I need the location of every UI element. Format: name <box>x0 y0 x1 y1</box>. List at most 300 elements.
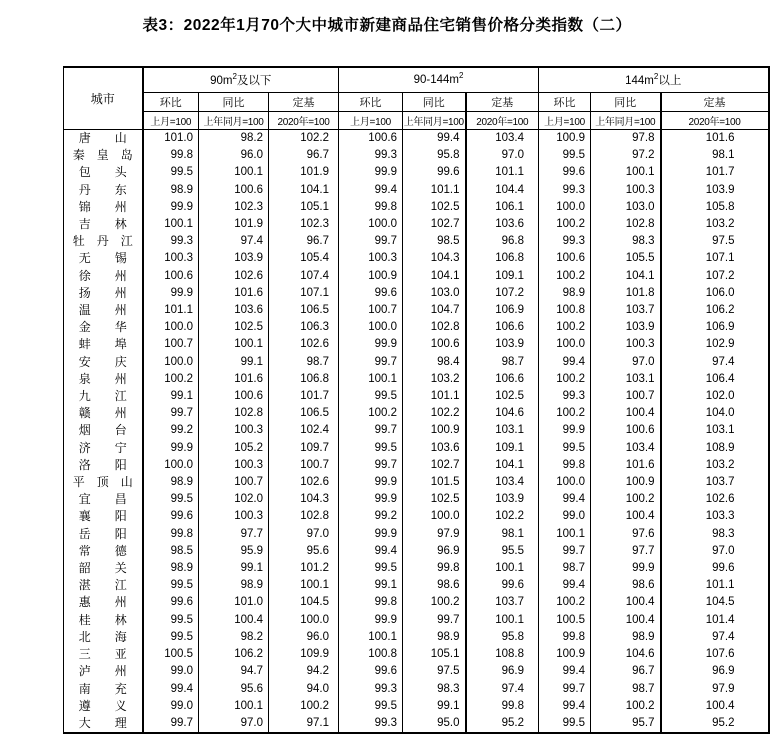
city-cell: 南 充 <box>78 681 127 696</box>
value-cell: 97.0 <box>661 543 769 560</box>
value-cell: 102.8 <box>403 319 466 336</box>
value-cell: 99.7 <box>539 681 591 698</box>
value-cell: 109.7 <box>269 440 339 457</box>
value-cell: 99.5 <box>143 629 199 646</box>
value-cell: 98.5 <box>403 233 466 250</box>
value-cell: 100.7 <box>591 388 661 405</box>
value-cell: 99.3 <box>339 147 403 164</box>
value-cell: 96.0 <box>269 629 339 646</box>
value-cell: 109.1 <box>466 268 539 285</box>
city-cell: 泸 州 <box>78 664 127 679</box>
city-cell: 遵 义 <box>78 698 127 713</box>
value-cell: 101.0 <box>143 130 199 148</box>
value-cell: 96.0 <box>199 147 269 164</box>
value-cell: 106.9 <box>661 319 769 336</box>
value-cell: 100.9 <box>539 130 591 148</box>
table-row <box>64 508 769 525</box>
value-cell: 106.6 <box>466 319 539 336</box>
value-cell: 100.9 <box>403 422 466 439</box>
table-row <box>64 577 769 594</box>
value-cell: 100.9 <box>339 268 403 285</box>
value-cell: 95.5 <box>466 543 539 560</box>
value-cell: 99.9 <box>339 526 403 543</box>
city-cell: 丹 东 <box>78 182 127 197</box>
value-cell: 100.0 <box>539 336 591 353</box>
value-cell: 100.7 <box>339 302 403 319</box>
value-cell: 108.8 <box>466 646 539 663</box>
value-cell: 97.2 <box>591 147 661 164</box>
city-cell: 襄 阳 <box>78 509 127 524</box>
value-cell: 100.0 <box>143 319 199 336</box>
base-period-label: 2020年=100 <box>661 112 769 130</box>
value-cell: 99.1 <box>199 354 269 371</box>
value-cell: 102.8 <box>199 405 269 422</box>
value-cell: 104.1 <box>466 457 539 474</box>
city-cell: 温 州 <box>78 303 127 318</box>
value-cell: 102.8 <box>269 508 339 525</box>
value-cell: 103.2 <box>661 216 769 233</box>
value-cell: 99.6 <box>339 663 403 680</box>
value-cell: 105.8 <box>661 199 769 216</box>
value-cell: 97.4 <box>199 233 269 250</box>
value-cell: 106.4 <box>661 371 769 388</box>
value-cell: 98.3 <box>403 681 466 698</box>
value-cell: 98.7 <box>591 681 661 698</box>
value-cell: 98.5 <box>143 543 199 560</box>
value-cell: 101.1 <box>661 577 769 594</box>
table-row <box>64 319 769 336</box>
value-cell: 100.2 <box>591 698 661 715</box>
value-cell: 101.9 <box>199 216 269 233</box>
value-cell: 95.6 <box>199 681 269 698</box>
table-row <box>64 543 769 560</box>
table-row <box>64 336 769 353</box>
value-cell: 99.3 <box>539 388 591 405</box>
city-cell: 常 德 <box>78 543 127 558</box>
value-cell: 98.7 <box>539 560 591 577</box>
city-cell: 烟 台 <box>78 423 127 438</box>
value-cell: 99.9 <box>339 336 403 353</box>
value-cell: 99.7 <box>143 715 199 733</box>
value-cell: 99.7 <box>339 354 403 371</box>
value-cell: 97.7 <box>199 526 269 543</box>
value-cell: 103.4 <box>466 474 539 491</box>
value-cell: 99.0 <box>539 508 591 525</box>
value-cell: 98.9 <box>199 577 269 594</box>
value-cell: 100.1 <box>539 526 591 543</box>
value-cell: 94.7 <box>199 663 269 680</box>
value-cell: 100.2 <box>539 371 591 388</box>
value-cell: 99.1 <box>403 698 466 715</box>
value-cell: 104.7 <box>403 302 466 319</box>
city-cell: 无 锡 <box>78 251 127 266</box>
value-cell: 108.9 <box>661 440 769 457</box>
table-row <box>64 371 769 388</box>
value-cell: 99.7 <box>539 543 591 560</box>
value-cell: 103.6 <box>403 440 466 457</box>
superscript-2: 2 <box>653 72 659 82</box>
value-cell: 100.2 <box>539 216 591 233</box>
city-cell: 洛 阳 <box>78 457 127 472</box>
value-cell: 99.8 <box>539 629 591 646</box>
value-cell: 104.1 <box>591 268 661 285</box>
value-cell: 98.1 <box>661 147 769 164</box>
value-cell: 99.0 <box>143 698 199 715</box>
value-cell: 101.1 <box>403 182 466 199</box>
value-cell: 101.1 <box>403 388 466 405</box>
value-cell: 95.7 <box>591 715 661 733</box>
value-cell: 99.6 <box>466 577 539 594</box>
value-cell: 99.6 <box>539 164 591 181</box>
value-cell: 99.5 <box>143 491 199 508</box>
value-cell: 100.3 <box>199 508 269 525</box>
value-cell: 98.9 <box>403 629 466 646</box>
value-cell: 102.5 <box>466 388 539 405</box>
value-cell: 102.5 <box>403 491 466 508</box>
value-cell: 99.8 <box>339 199 403 216</box>
value-cell: 100.3 <box>199 457 269 474</box>
page-title: 表3：2022年1月70个大中城市新建商品住宅销售价格分类指数（二） <box>142 17 632 34</box>
city-cell: 赣 州 <box>78 406 127 421</box>
superscript-2: 2 <box>232 72 237 82</box>
base-period-label: 上月=100 <box>143 112 199 130</box>
city-cell: 韶 关 <box>78 561 127 576</box>
value-cell: 99.5 <box>143 577 199 594</box>
base-period-label: 上年同月=100 <box>403 112 466 130</box>
table-row <box>64 440 769 457</box>
value-cell: 101.6 <box>591 457 661 474</box>
value-cell: 103.6 <box>466 216 539 233</box>
value-cell: 98.9 <box>143 182 199 199</box>
value-cell: 104.5 <box>269 594 339 611</box>
value-cell: 104.6 <box>591 646 661 663</box>
value-cell: 106.3 <box>269 319 339 336</box>
value-cell: 100.0 <box>143 354 199 371</box>
table-row <box>64 285 769 302</box>
base-period-label: 上月=100 <box>539 112 591 130</box>
table-header <box>64 67 769 130</box>
header-row-subtypes <box>64 93 769 112</box>
value-cell: 107.2 <box>661 268 769 285</box>
value-cell: 97.9 <box>661 681 769 698</box>
value-cell: 97.5 <box>403 663 466 680</box>
value-cell: 96.8 <box>466 233 539 250</box>
value-cell: 100.6 <box>591 422 661 439</box>
value-cell: 102.2 <box>403 405 466 422</box>
table-row <box>64 474 769 491</box>
value-cell: 101.2 <box>269 560 339 577</box>
value-cell: 103.9 <box>466 336 539 353</box>
value-cell: 100.0 <box>539 474 591 491</box>
value-cell: 102.5 <box>199 319 269 336</box>
value-cell: 94.2 <box>269 663 339 680</box>
col-header-fixed-base: 定基 <box>269 93 339 112</box>
value-cell: 102.3 <box>269 216 339 233</box>
table-row <box>64 457 769 474</box>
group-label: 90-144m <box>413 74 459 86</box>
value-cell: 97.0 <box>269 526 339 543</box>
value-cell: 98.2 <box>199 629 269 646</box>
table-row <box>64 302 769 319</box>
city-cell: 蚌 埠 <box>78 337 127 352</box>
table-row <box>64 681 769 698</box>
city-cell: 大 理 <box>78 715 127 730</box>
value-cell: 103.9 <box>591 319 661 336</box>
value-cell: 100.4 <box>591 405 661 422</box>
value-cell: 101.4 <box>661 612 769 629</box>
value-cell: 106.2 <box>661 302 769 319</box>
value-cell: 100.3 <box>591 182 661 199</box>
value-cell: 104.3 <box>269 491 339 508</box>
value-cell: 100.2 <box>591 491 661 508</box>
group-header-90-below <box>143 67 339 93</box>
value-cell: 106.5 <box>269 302 339 319</box>
table-row <box>64 233 769 250</box>
value-cell: 99.3 <box>539 182 591 199</box>
value-cell: 101.0 <box>199 594 269 611</box>
col-header-fixed-base: 定基 <box>661 93 769 112</box>
value-cell: 102.8 <box>591 216 661 233</box>
col-header-fixed-base: 定基 <box>466 93 539 112</box>
table-row <box>64 422 769 439</box>
value-cell: 99.4 <box>539 698 591 715</box>
value-cell: 99.5 <box>539 715 591 733</box>
value-cell: 98.7 <box>466 354 539 371</box>
table-row <box>64 629 769 646</box>
table-body <box>64 130 769 734</box>
value-cell: 102.2 <box>466 508 539 525</box>
value-cell: 100.7 <box>143 336 199 353</box>
value-cell: 99.8 <box>466 698 539 715</box>
value-cell: 99.7 <box>403 612 466 629</box>
base-period-label: 2020年=100 <box>466 112 539 130</box>
city-cell: 北 海 <box>78 629 127 644</box>
value-cell: 101.1 <box>143 302 199 319</box>
city-cell: 金 华 <box>78 320 127 335</box>
value-cell: 100.2 <box>539 268 591 285</box>
value-cell: 99.6 <box>339 285 403 302</box>
value-cell: 103.9 <box>661 182 769 199</box>
value-cell: 100.1 <box>199 336 269 353</box>
value-cell: 99.1 <box>339 577 403 594</box>
value-cell: 102.5 <box>403 199 466 216</box>
col-header-yoy: 同比 <box>591 93 661 112</box>
value-cell: 103.0 <box>591 199 661 216</box>
table-row <box>64 130 769 148</box>
value-cell: 99.5 <box>339 388 403 405</box>
value-cell: 100.2 <box>269 698 339 715</box>
value-cell: 101.6 <box>199 371 269 388</box>
value-cell: 104.0 <box>661 405 769 422</box>
value-cell: 97.0 <box>466 147 539 164</box>
value-cell: 99.5 <box>339 440 403 457</box>
value-cell: 98.9 <box>539 285 591 302</box>
value-cell: 100.1 <box>143 216 199 233</box>
value-cell: 106.0 <box>661 285 769 302</box>
value-cell: 100.3 <box>199 422 269 439</box>
value-cell: 104.1 <box>269 182 339 199</box>
value-cell: 98.1 <box>466 526 539 543</box>
table-row <box>64 250 769 267</box>
table-row <box>64 526 769 543</box>
value-cell: 99.9 <box>143 440 199 457</box>
value-cell: 103.0 <box>403 285 466 302</box>
value-cell: 103.4 <box>591 440 661 457</box>
value-cell: 99.5 <box>339 698 403 715</box>
value-cell: 99.5 <box>539 147 591 164</box>
col-header-mom: 环比 <box>339 93 403 112</box>
value-cell: 99.4 <box>143 681 199 698</box>
value-cell: 100.7 <box>199 474 269 491</box>
value-cell: 100.4 <box>199 612 269 629</box>
value-cell: 99.8 <box>339 594 403 611</box>
value-cell: 104.4 <box>466 182 539 199</box>
value-cell: 99.9 <box>143 199 199 216</box>
value-cell: 103.2 <box>403 371 466 388</box>
value-cell: 102.0 <box>199 491 269 508</box>
table-row <box>64 646 769 663</box>
value-cell: 98.3 <box>591 233 661 250</box>
table-row <box>64 182 769 199</box>
value-cell: 106.6 <box>466 371 539 388</box>
value-cell: 100.1 <box>466 612 539 629</box>
group-label-suffix: 及以下 <box>236 75 272 87</box>
value-cell: 99.6 <box>143 508 199 525</box>
value-cell: 100.2 <box>539 594 591 611</box>
value-cell: 106.8 <box>269 371 339 388</box>
col-header-yoy: 同比 <box>403 93 466 112</box>
value-cell: 98.9 <box>143 474 199 491</box>
value-cell: 101.6 <box>661 130 769 148</box>
value-cell: 99.6 <box>661 560 769 577</box>
value-cell: 104.5 <box>661 594 769 611</box>
value-cell: 100.3 <box>143 250 199 267</box>
value-cell: 102.9 <box>661 336 769 353</box>
value-cell: 99.0 <box>143 663 199 680</box>
value-cell: 107.1 <box>661 250 769 267</box>
value-cell: 100.1 <box>269 577 339 594</box>
city-cell: 秦 皇 岛 <box>72 148 133 163</box>
value-cell: 98.9 <box>591 629 661 646</box>
value-cell: 99.3 <box>539 233 591 250</box>
value-cell: 100.5 <box>143 646 199 663</box>
value-cell: 99.4 <box>339 182 403 199</box>
table-row <box>64 199 769 216</box>
value-cell: 98.9 <box>143 560 199 577</box>
value-cell: 99.8 <box>539 457 591 474</box>
value-cell: 96.7 <box>269 233 339 250</box>
value-cell: 100.8 <box>339 646 403 663</box>
value-cell: 96.9 <box>403 543 466 560</box>
base-period-label: 2020年=100 <box>269 112 339 130</box>
city-cell: 唐 山 <box>78 131 127 145</box>
value-cell: 104.1 <box>403 268 466 285</box>
value-cell: 105.1 <box>403 646 466 663</box>
value-cell: 100.6 <box>403 336 466 353</box>
value-cell: 99.8 <box>143 526 199 543</box>
value-cell: 97.8 <box>591 130 661 148</box>
value-cell: 99.4 <box>403 130 466 148</box>
table-row <box>64 388 769 405</box>
value-cell: 100.4 <box>591 594 661 611</box>
base-period-label: 上月=100 <box>339 112 403 130</box>
value-cell: 100.2 <box>539 405 591 422</box>
table-row <box>64 216 769 233</box>
value-cell: 104.6 <box>466 405 539 422</box>
value-cell: 101.9 <box>269 164 339 181</box>
value-cell: 104.3 <box>403 250 466 267</box>
city-cell: 包 头 <box>78 165 127 180</box>
value-cell: 100.2 <box>403 594 466 611</box>
value-cell: 99.9 <box>339 491 403 508</box>
value-cell: 95.8 <box>466 629 539 646</box>
value-cell: 99.5 <box>143 612 199 629</box>
group-label: 90m <box>210 75 233 87</box>
value-cell: 99.3 <box>339 681 403 698</box>
value-cell: 102.7 <box>403 216 466 233</box>
value-cell: 100.6 <box>143 268 199 285</box>
value-cell: 98.4 <box>403 354 466 371</box>
value-cell: 103.9 <box>199 250 269 267</box>
group-header-90-144 <box>339 67 539 93</box>
value-cell: 103.4 <box>466 130 539 148</box>
value-cell: 100.4 <box>661 698 769 715</box>
value-cell: 95.2 <box>661 715 769 733</box>
value-cell: 105.4 <box>269 250 339 267</box>
value-cell: 99.5 <box>143 164 199 181</box>
city-cell: 牡 丹 江 <box>72 234 133 249</box>
value-cell: 99.3 <box>143 233 199 250</box>
value-cell: 99.7 <box>339 233 403 250</box>
value-cell: 106.5 <box>269 405 339 422</box>
col-header-mom: 环比 <box>539 93 591 112</box>
value-cell: 107.4 <box>269 268 339 285</box>
value-cell: 99.9 <box>339 612 403 629</box>
city-cell: 济 宁 <box>78 440 127 455</box>
value-cell: 100.0 <box>339 319 403 336</box>
table-row <box>64 354 769 371</box>
value-cell: 101.1 <box>466 164 539 181</box>
value-cell: 98.2 <box>199 130 269 148</box>
value-cell: 101.8 <box>591 285 661 302</box>
value-cell: 100.1 <box>339 629 403 646</box>
value-cell: 103.7 <box>591 302 661 319</box>
value-cell: 103.1 <box>466 422 539 439</box>
value-cell: 101.5 <box>403 474 466 491</box>
value-cell: 107.6 <box>661 646 769 663</box>
value-cell: 109.1 <box>466 440 539 457</box>
value-cell: 106.1 <box>466 199 539 216</box>
value-cell: 103.6 <box>199 302 269 319</box>
value-cell: 99.7 <box>339 422 403 439</box>
value-cell: 95.8 <box>403 147 466 164</box>
value-cell: 102.7 <box>403 457 466 474</box>
group-header-144-above <box>539 67 769 93</box>
value-cell: 102.6 <box>269 336 339 353</box>
value-cell: 100.0 <box>339 216 403 233</box>
value-cell: 105.1 <box>269 199 339 216</box>
header-row-base-period <box>64 112 769 130</box>
col-header-yoy: 同比 <box>199 93 269 112</box>
value-cell: 103.1 <box>661 422 769 439</box>
value-cell: 106.8 <box>466 250 539 267</box>
value-cell: 100.2 <box>339 405 403 422</box>
value-cell: 103.1 <box>591 371 661 388</box>
city-cell: 吉 林 <box>78 217 127 232</box>
value-cell: 103.3 <box>661 508 769 525</box>
value-cell: 100.9 <box>539 646 591 663</box>
value-cell: 100.1 <box>199 164 269 181</box>
